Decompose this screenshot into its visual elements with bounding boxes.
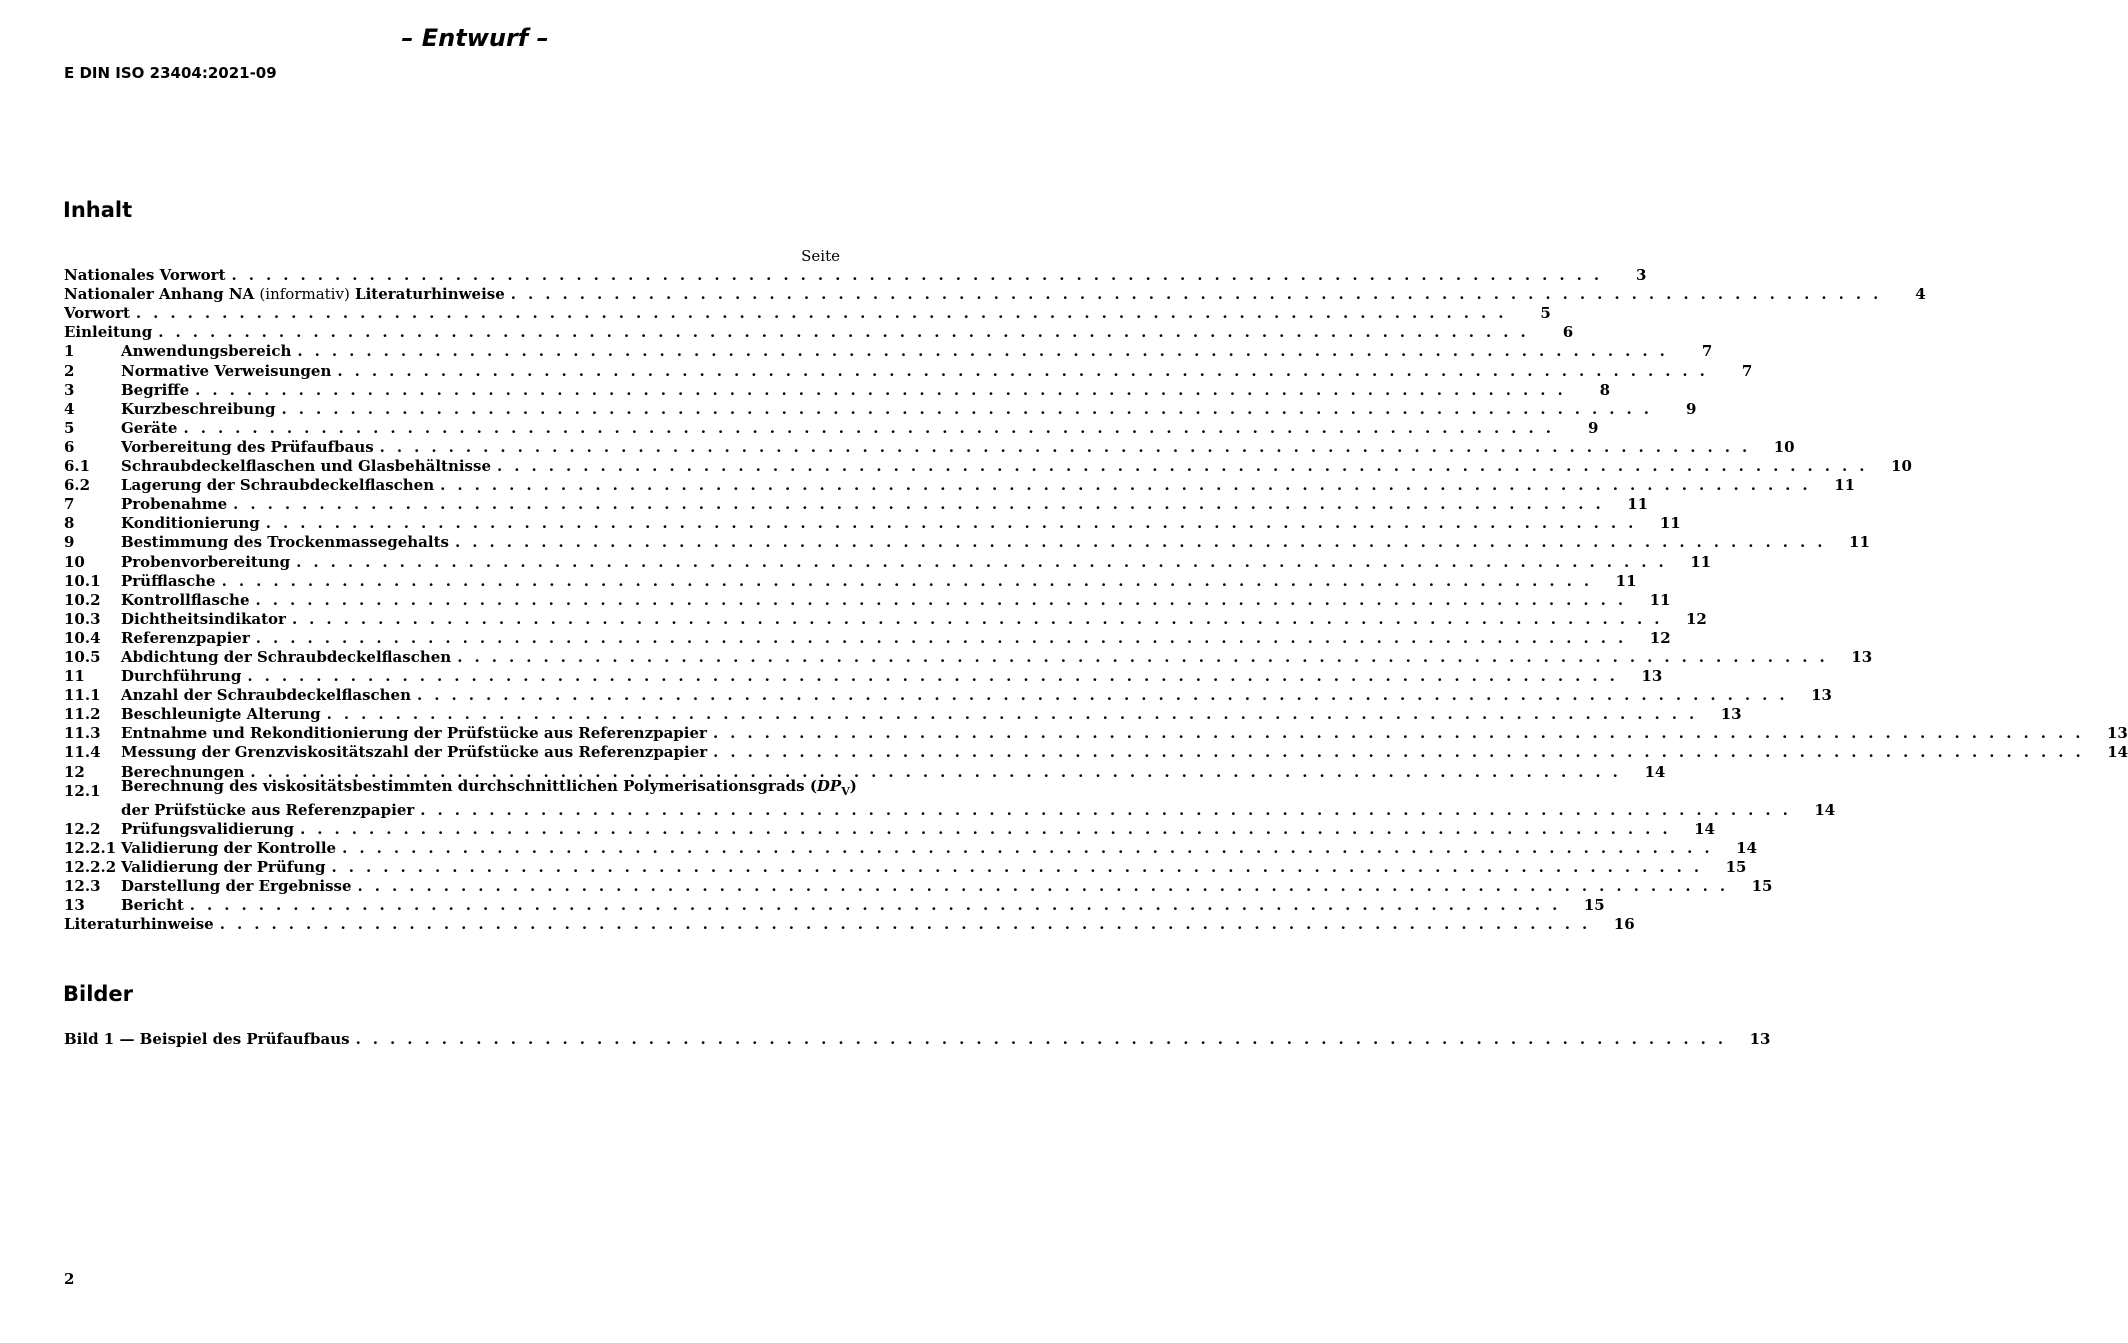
toc-entry-number: 12.2.2 [64, 858, 117, 876]
page-column-label: Seite [801, 247, 840, 265]
toc-entry-title: Abdichtung der Schraubdeckelflaschen [121, 647, 452, 666]
toc-entry-page: 11 [1627, 495, 1649, 514]
toc-entry-page: 3 [1636, 266, 1647, 285]
toc-entry-page: 11 [1834, 476, 1856, 495]
toc-entry[interactable] [64, 705, 1742, 724]
dot-leader: . . . . . . . . . . . . . . . . . . . . . . . . . . . . . . . . . . . . . . . . . . . . . . . . . . . . . . . . . . . . . . . . . . . . . . . . . . . . . . . . [233, 495, 1605, 514]
toc-entry-number: 10.1 [64, 571, 101, 590]
toc-entry-title: Kurzbeschreibung [121, 399, 276, 418]
toc-entry-number: 11.2 [64, 705, 101, 724]
dot-leader: . . . . . . . . . . . . . . . . . . . . . . . . . . . . . . . . . . . . . . . . . . . . . . . . . . . . . . . . . . . . . . . . . . . . . . . . . . . . . . . . [379, 437, 1751, 456]
toc-entry-page: 9 [1587, 418, 1599, 437]
dot-leader: . . . . . . . . . . . . . . . . . . . . . . . . . . . . . . . . . . . . . . . . . . . . . . . . . . . . . . . . . . . . . . . . . . . . . . . . . . . . . . . . [337, 361, 1709, 380]
dot-leader: . . . . . . . . . . . . . . . . . . . . . . . . . . . . . . . . . . . . . . . . . . . . . . . . . . . . . . . . . . . . . . . . . . . . . . . . . . . . . . . . [158, 323, 1530, 342]
toc-entry-page: 14 [1814, 800, 1836, 819]
toc-entry-title: Vorwort [64, 304, 130, 323]
toc-entry-page: 13 [1641, 667, 1663, 686]
dot-leader: . . . . . . . . . . . . . . . . . . . . . . . . . . . . . . . . . . . . . . . . . . . . . . . . . . . . . . . . . . . . . . . . . . . . . . . . . . . . . . . . [510, 285, 1882, 304]
toc-entry-number: 8 [64, 514, 75, 533]
toc-entry-number: 13 [64, 896, 85, 915]
toc-entry-title-continued: der Prüfstücke aus Referenzpapier [121, 800, 415, 819]
toc-entry[interactable] [64, 476, 1856, 495]
toc-entry[interactable] [64, 304, 1551, 323]
toc-entry-page: 13 [2107, 724, 2128, 743]
toc-entry[interactable] [64, 437, 1795, 457]
page-number: 2 [64, 1270, 75, 1288]
toc-entry[interactable] [64, 686, 1832, 705]
toc-entry-title: Bestimmung des Trockenmassegehalts [121, 533, 449, 552]
toc-entry-number: 10.3 [64, 609, 101, 628]
dot-leader: . . . . . . . . . . . . . . . . . . . . . . . . . . . . . . . . . . . . . . . . . . . . . . . . . . . . . . . . . . . . . . . . . . . . . . . . . . . . . . . . [297, 342, 1669, 361]
toc-entry-title: Einleitung [64, 323, 153, 342]
toc-entry-number: 12 [64, 762, 85, 781]
dot-leader: . . . . . . . . . . . . . . . . . . . . . . . . . . . . . . . . . . . . . . . . . . . . . . . . . . . . . . . . . . . . . . . . . . . . . . . . . . . . . . . . [713, 743, 2085, 762]
toc-entry[interactable] [64, 457, 1912, 476]
toc-entry-page: 15 [1583, 896, 1605, 915]
toc-entry[interactable] [64, 743, 2128, 762]
contents-heading: Inhalt [63, 198, 133, 222]
dot-leader: . . . . . . . . . . . . . . . . . . . . . . . . . . . . . . . . . . . . . . . . . . . . . . . . . . . . . . . . . . . . . . . . . . . . . . . . . . . . . . . . [189, 896, 1561, 915]
toc-entry[interactable] [64, 266, 1647, 285]
dot-leader: . . . . . . . . . . . . . . . . . . . . . . . . . . . . . . . . . . . . . . . . . . . . . . . . . . . . . . . . . . . . . . . . . . . . . . . . . . . . . . . . [417, 686, 1788, 705]
toc-entry-page: 13 [1851, 647, 1873, 666]
table-of-contents [64, 266, 2128, 934]
toc-entry-page: 12 [1649, 628, 1671, 647]
toc-entry-number: 4 [64, 399, 75, 418]
toc-entry-title: Dichtheitsindikator [121, 609, 286, 628]
toc-entry-title: Bericht [121, 896, 184, 915]
dot-leader: . . . . . . . . . . . . . . . . . . . . . . . . . . . . . . . . . . . . . . . . . . . . . . . . . . . . . . . . . . . . . . . . . . . . . . . . . . . . . . . . [255, 628, 1627, 647]
toc-entry[interactable] [64, 877, 1773, 896]
figures-heading: Bilder [63, 982, 134, 1006]
toc-entry-page: 10 [1773, 437, 1795, 456]
dot-leader: . . . . . . . . . . . . . . . . . . . . . . . . . . . . . . . . . . . . . . . . . . . . . . . . . . . . . . . . . . . . . . . . . . . . . . . . . . . . . . . . [342, 838, 1714, 857]
toc-entry-title: Berechnung des viskositätsbestimmten durchschnittlichen Polymerisationsgrads $(DP_V)$ [121, 776, 857, 798]
toc-entry[interactable] [64, 609, 1707, 629]
toc-entry-page: 5 [1540, 304, 1551, 323]
dot-leader: . . . . . . . . . . . . . . . . . . . . . . . . . . . . . . . . . . . . . . . . . . . . . . . . . . . . . . . . . . . . . . . . . . . . . . . . . . . . . . . . [457, 647, 1829, 666]
dot-leader: . . . . . . . . . . . . . . . . . . . . . . . . . . . . . . . . . . . . . . . . . . . . . . . . . . . . . . . . . . . . . . . . . . . . . . . . . . . . . . . . [135, 304, 1507, 323]
toc-entry-number: 11.4 [64, 743, 101, 762]
toc-entry-page: 11 [1649, 590, 1671, 609]
dot-leader: . . . . . . . . . . . . . . . . . . . . . . . . . . . . . . . . . . . . . . . . . . . . . . . . . . . . . . . . . . . . . . . . . . . . . . . . . . . . . . . . [183, 418, 1555, 437]
toc-entry-number: 10.2 [64, 590, 101, 609]
toc-entry-title: Messung der Grenzviskositätszahl der Prüfstücke aus Referenzpapier [121, 743, 708, 762]
toc-entry-page: 9 [1685, 399, 1697, 418]
toc-entry[interactable] [64, 800, 1836, 820]
toc-entry-title: Kontrollflasche [121, 590, 250, 609]
toc-entry-page: 13 [1720, 705, 1742, 724]
toc-entry-title: Anwendungsbereich [121, 342, 292, 361]
toc-entry-page: 13 [1749, 1030, 1771, 1049]
toc-entry-title: Schraubdeckelflaschen und Glasbehältnisse [121, 457, 491, 476]
toc-entry[interactable] [64, 776, 857, 801]
toc-entry-title: Konditionierung [121, 514, 260, 533]
toc-entry[interactable] [64, 323, 1574, 342]
dot-leader: . . . . . . . . . . . . . . . . . . . . . . . . . . . . . . . . . . . . . . . . . . . . . . . . . . . . . . . . . . . . . . . . . . . . . . . . . . . . . . . . [355, 1030, 1727, 1049]
toc-entry-page: 11 [1615, 571, 1637, 590]
toc-entry-number: 2 [64, 361, 75, 380]
dot-leader: . . . . . . . . . . . . . . . . . . . . . . . . . . . . . . . . . . . . . . . . . . . . . . . . . . . . . . . . . . . . . . . . . . . . . . . . . . . . . . . . [496, 457, 1868, 476]
toc-entry-title: Entnahme und Rekonditionierung der Prüfstücke aus Referenzpapier [121, 724, 707, 743]
toc-entry-title: Literaturhinweise [64, 915, 214, 934]
toc-entry-title: Referenzpapier [121, 628, 250, 647]
toc-entry[interactable] [64, 514, 1681, 533]
toc-entry[interactable] [64, 571, 1637, 591]
dot-leader: . . . . . . . . . . . . . . . . . . . . . . . . . . . . . . . . . . . . . . . . . . . . . . . . . . . . . . . . . . . . . . . . . . . . . . . . . . . . . . . . [250, 762, 1622, 781]
toc-entry-title: Berechnungen [121, 762, 245, 781]
toc-entry-number: 10.4 [64, 628, 101, 647]
toc-entry[interactable] [64, 399, 1697, 419]
toc-entry-title: Darstellung der Ergebnisse [121, 877, 352, 896]
toc-entry-title: Durchführung [121, 667, 242, 686]
toc-entry[interactable] [64, 858, 1747, 877]
toc-entry-number: 1 [64, 342, 75, 361]
document-id: E DIN ISO 23404:2021-09 [64, 64, 277, 82]
toc-entry-page: 11 [1690, 552, 1712, 571]
toc-entry-page: 7 [1701, 342, 1713, 361]
toc-entry[interactable] [64, 380, 1611, 400]
toc-entry-page: 14 [1736, 838, 1758, 857]
toc-entry-page: 15 [1725, 858, 1747, 876]
toc-entry-page: 6 [1562, 323, 1574, 342]
toc-entry-title: Nationales Vorwort [64, 266, 226, 285]
toc-entry-page: 12 [1686, 609, 1707, 628]
toc-entry-page: 7 [1741, 361, 1753, 380]
toc-entry-number: 9 [64, 533, 75, 552]
toc-entry-page: 14 [1644, 762, 1666, 781]
toc-entry-title: Prüfflasche [121, 571, 216, 590]
toc-entry[interactable] [64, 418, 1599, 438]
dot-leader: . . . . . . . . . . . . . . . . . . . . . . . . . . . . . . . . . . . . . . . . . . . . . . . . . . . . . . . . . . . . . . . . . . . . . . . . . . . . . . . . [231, 266, 1603, 285]
dot-leader: . . . . . . . . . . . . . . . . . . . . . . . . . . . . . . . . . . . . . . . . . . . . . . . . . . . . . . . . . . . . . . . . . . . . . . . . . . . . . . . . [219, 915, 1591, 934]
toc-entry[interactable] [64, 724, 2128, 743]
toc-entry-number: 7 [64, 495, 75, 514]
dot-leader: . . . . . . . . . . . . . . . . . . . . . . . . . . . . . . . . . . . . . . . . . . . . . . . . . . . . . . . . . . . . . . . . . . . . . . . . . . . . . . . . [195, 380, 1567, 399]
toc-entry[interactable] [64, 495, 1649, 514]
toc-entry-number: 5 [64, 418, 75, 437]
figure-entry[interactable] [64, 1030, 1771, 1049]
toc-entry-title: Geräte [121, 418, 178, 437]
toc-entry-number: 6.2 [64, 476, 91, 495]
toc-entry-page: 13 [1811, 686, 1832, 705]
toc-entry[interactable] [64, 533, 1870, 552]
toc-entry-title: Begriffe [121, 380, 190, 399]
toc-entry-number: 10.5 [64, 647, 101, 666]
toc-entry[interactable] [64, 552, 1712, 571]
toc-entry[interactable] [64, 590, 1671, 610]
toc-entry[interactable] [64, 819, 1715, 839]
list-of-figures [64, 1030, 1771, 1049]
toc-entry-number: 12.1 [64, 781, 101, 800]
dot-leader: . . . . . . . . . . . . . . . . . . . . . . . . . . . . . . . . . . . . . . . . . . . . . . . . . . . . . . . . . . . . . . . . . . . . . . . . . . . . . . . . [221, 571, 1593, 590]
toc-entry-title: Validierung der Kontrolle [121, 838, 337, 857]
toc-entry[interactable] [64, 896, 1605, 915]
toc-entry-title: Probenahme [121, 495, 228, 514]
toc-entry-page: 14 [2107, 743, 2128, 762]
toc-entry-number: 6 [64, 437, 75, 456]
dot-leader: . . . . . . . . . . . . . . . . . . . . . . . . . . . . . . . . . . . . . . . . . . . . . . . . . . . . . . . . . . . . . . . . . . . . . . . . . . . . . . . . [291, 609, 1663, 628]
dot-leader: . . . . . . . . . . . . . . . . . . . . . . . . . . . . . . . . . . . . . . . . . . . . . . . . . . . . . . . . . . . . . . . . . . . . . . . . . . . . . . . . [454, 533, 1826, 552]
toc-entry-number: 11.1 [64, 686, 101, 705]
toc-entry-number: 12.3 [64, 877, 101, 896]
dot-leader: . . . . . . . . . . . . . . . . . . . . . . . . . . . . . . . . . . . . . . . . . . . . . . . . . . . . . . . . . . . . . . . . . . . . . . . . . . . . . . . . [440, 476, 1812, 495]
toc-entry-title: Probenvorbereitung [121, 552, 291, 571]
toc-entry-title: Anzahl der Schraubdeckelflaschen [121, 686, 412, 705]
toc-entry-page: 14 [1694, 819, 1715, 838]
toc-entry-number: 10 [64, 552, 85, 571]
toc-entry-page: 10 [1891, 457, 1912, 476]
toc-entry[interactable] [64, 915, 1635, 934]
dot-leader: . . . . . . . . . . . . . . . . . . . . . . . . . . . . . . . . . . . . . . . . . . . . . . . . . . . . . . . . . . . . . . . . . . . . . . . . . . . . . . . . [357, 877, 1729, 896]
toc-entry[interactable] [64, 342, 1713, 361]
toc-entry-number: 6.1 [64, 457, 91, 476]
toc-entry-page: 4 [1915, 285, 1926, 304]
toc-entry-title: Vorbereitung des Prüfaufbaus [121, 437, 374, 456]
toc-entry-number: 11 [64, 667, 85, 686]
dot-leader: . . . . . . . . . . . . . . . . . . . . . . . . . . . . . . . . . . . . . . . . . . . . . . . . . . . . . . . . . . . . . . . . . . . . . . . . . . . . . . . . [420, 800, 1792, 819]
toc-entry-number: 12.2.1 [64, 838, 117, 857]
toc-entry-page: 11 [1659, 514, 1681, 533]
toc-entry[interactable] [64, 667, 1663, 686]
toc-entry[interactable] [64, 628, 1671, 648]
dot-leader: . . . . . . . . . . . . . . . . . . . . . . . . . . . . . . . . . . . . . . . . . . . . . . . . . . . . . . . . . . . . . . . . . . . . . . . . . . . . . . . . [247, 667, 1619, 686]
dot-leader: . . . . . . . . . . . . . . . . . . . . . . . . . . . . . . . . . . . . . . . . . . . . . . . . . . . . . . . . . . . . . . . . . . . . . . . . . . . . . . . . [331, 858, 1703, 876]
dot-leader: . . . . . . . . . . . . . . . . . . . . . . . . . . . . . . . . . . . . . . . . . . . . . . . . . . . . . . . . . . . . . . . . . . . . . . . . . . . . . . . . [326, 705, 1698, 724]
dot-leader: . . . . . . . . . . . . . . . . . . . . . . . . . . . . . . . . . . . . . . . . . . . . . . . . . . . . . . . . . . . . . . . . . . . . . . . . . . . . . . . . [712, 724, 2084, 743]
toc-entry-page: 15 [1751, 877, 1773, 896]
figure-entry-title: Bild 1 — Beispiel des Prüfaufbaus [64, 1030, 350, 1049]
toc-entry-title: Nationaler Anhang NA (informativ) Literaturhinweise [64, 285, 505, 304]
toc-entry-number: 12.2 [64, 819, 101, 838]
toc-entry-title: Beschleunigte Alterung [121, 705, 321, 724]
toc-entry[interactable] [64, 361, 1753, 380]
dot-leader: . . . . . . . . . . . . . . . . . . . . . . . . . . . . . . . . . . . . . . . . . . . . . . . . . . . . . . . . . . . . . . . . . . . . . . . . . . . . . . . . [300, 819, 1671, 838]
toc-entry[interactable] [64, 285, 1926, 304]
toc-entry[interactable] [64, 647, 1873, 667]
dot-leader: . . . . . . . . . . . . . . . . . . . . . . . . . . . . . . . . . . . . . . . . . . . . . . . . . . . . . . . . . . . . . . . . . . . . . . . . . . . . . . . . [281, 399, 1653, 418]
toc-entry-page: 8 [1599, 380, 1611, 399]
toc-entry-page: 16 [1613, 915, 1635, 934]
toc-entry-number: 3 [64, 380, 75, 399]
toc-entry-title: Normative Verweisungen [121, 361, 332, 380]
toc-entry-title: Lagerung der Schraubdeckelflaschen [121, 476, 435, 495]
dot-leader: . . . . . . . . . . . . . . . . . . . . . . . . . . . . . . . . . . . . . . . . . . . . . . . . . . . . . . . . . . . . . . . . . . . . . . . . . . . . . . . . [296, 552, 1668, 571]
toc-entry-title: Validierung der Prüfung [121, 858, 326, 876]
toc-entry-title: Prüfungsvalidierung [121, 819, 295, 838]
dot-leader: . . . . . . . . . . . . . . . . . . . . . . . . . . . . . . . . . . . . . . . . . . . . . . . . . . . . . . . . . . . . . . . . . . . . . . . . . . . . . . . . [265, 514, 1637, 533]
draft-label: – Entwurf – [401, 24, 549, 52]
dot-leader: . . . . . . . . . . . . . . . . . . . . . . . . . . . . . . . . . . . . . . . . . . . . . . . . . . . . . . . . . . . . . . . . . . . . . . . . . . . . . . . . [255, 590, 1627, 609]
toc-entry-number: 11.3 [64, 724, 101, 743]
toc-entry[interactable] [64, 838, 1758, 858]
toc-entry-page: 11 [1849, 533, 1870, 552]
